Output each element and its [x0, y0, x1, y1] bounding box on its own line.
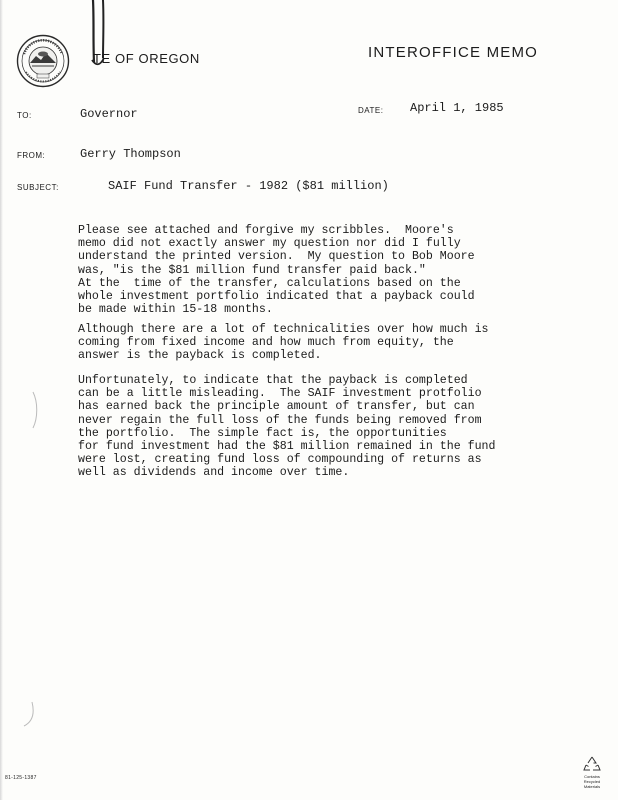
from-value: Gerry Thompson	[80, 147, 181, 161]
recycle-line: Contains	[584, 774, 600, 779]
subject-value: SAIF Fund Transfer - 1982 ($81 million)	[108, 179, 389, 193]
body-paragraph-2: Although there are a lot of technicalities over how much is coming from fixed income and how much from equity, the answer is the payback is completed.	[78, 323, 489, 363]
recycled-materials-note	[570, 774, 614, 789]
scan-artifact-mark	[30, 390, 40, 430]
body-paragraph-3: Unfortunately, to indicate that the payback is completed can be a little misleading. The SAIF investment protfolio has earned back the principle amount of transfer, but can never regain the full loss of the funds being removed from the portfolio. The simple fact is, the opportunities for fund investment had the $81 million remained in the fund were lost, creating fund loss of compounding of returns as well as dividends and income over time.	[78, 374, 496, 480]
recycle-line: Recycled	[583, 779, 601, 784]
to-label: TO:	[17, 111, 32, 120]
letterhead-state-name: TE OF OREGON	[93, 51, 200, 66]
scan-edge-shadow	[0, 0, 3, 800]
letterhead-memo-title: INTEROFFICE MEMO	[368, 44, 539, 61]
scan-artifact-mark	[22, 700, 36, 728]
date-value: April 1, 1985	[410, 101, 504, 115]
state-seal-icon	[16, 34, 70, 88]
recycle-line: Materials	[583, 784, 601, 789]
date-label: DATE:	[358, 106, 384, 115]
form-number: 81-125-1387	[5, 775, 37, 781]
from-label: FROM:	[17, 151, 46, 160]
body-paragraph-1: Please see attached and forgive my scribbles. Moore's memo did not exactly answer my question nor did I fully understand the printed version. My question to Bob Moore was, "is the $81 million fund transfer paid back." At the time of the transfer, calculations based on the whole investment portfolio indicated that a payback could be made within 15-18 months.	[78, 224, 475, 317]
recycle-icon	[583, 756, 601, 772]
to-value: Governor	[80, 107, 138, 121]
subject-label: SUBJECT:	[17, 183, 59, 192]
